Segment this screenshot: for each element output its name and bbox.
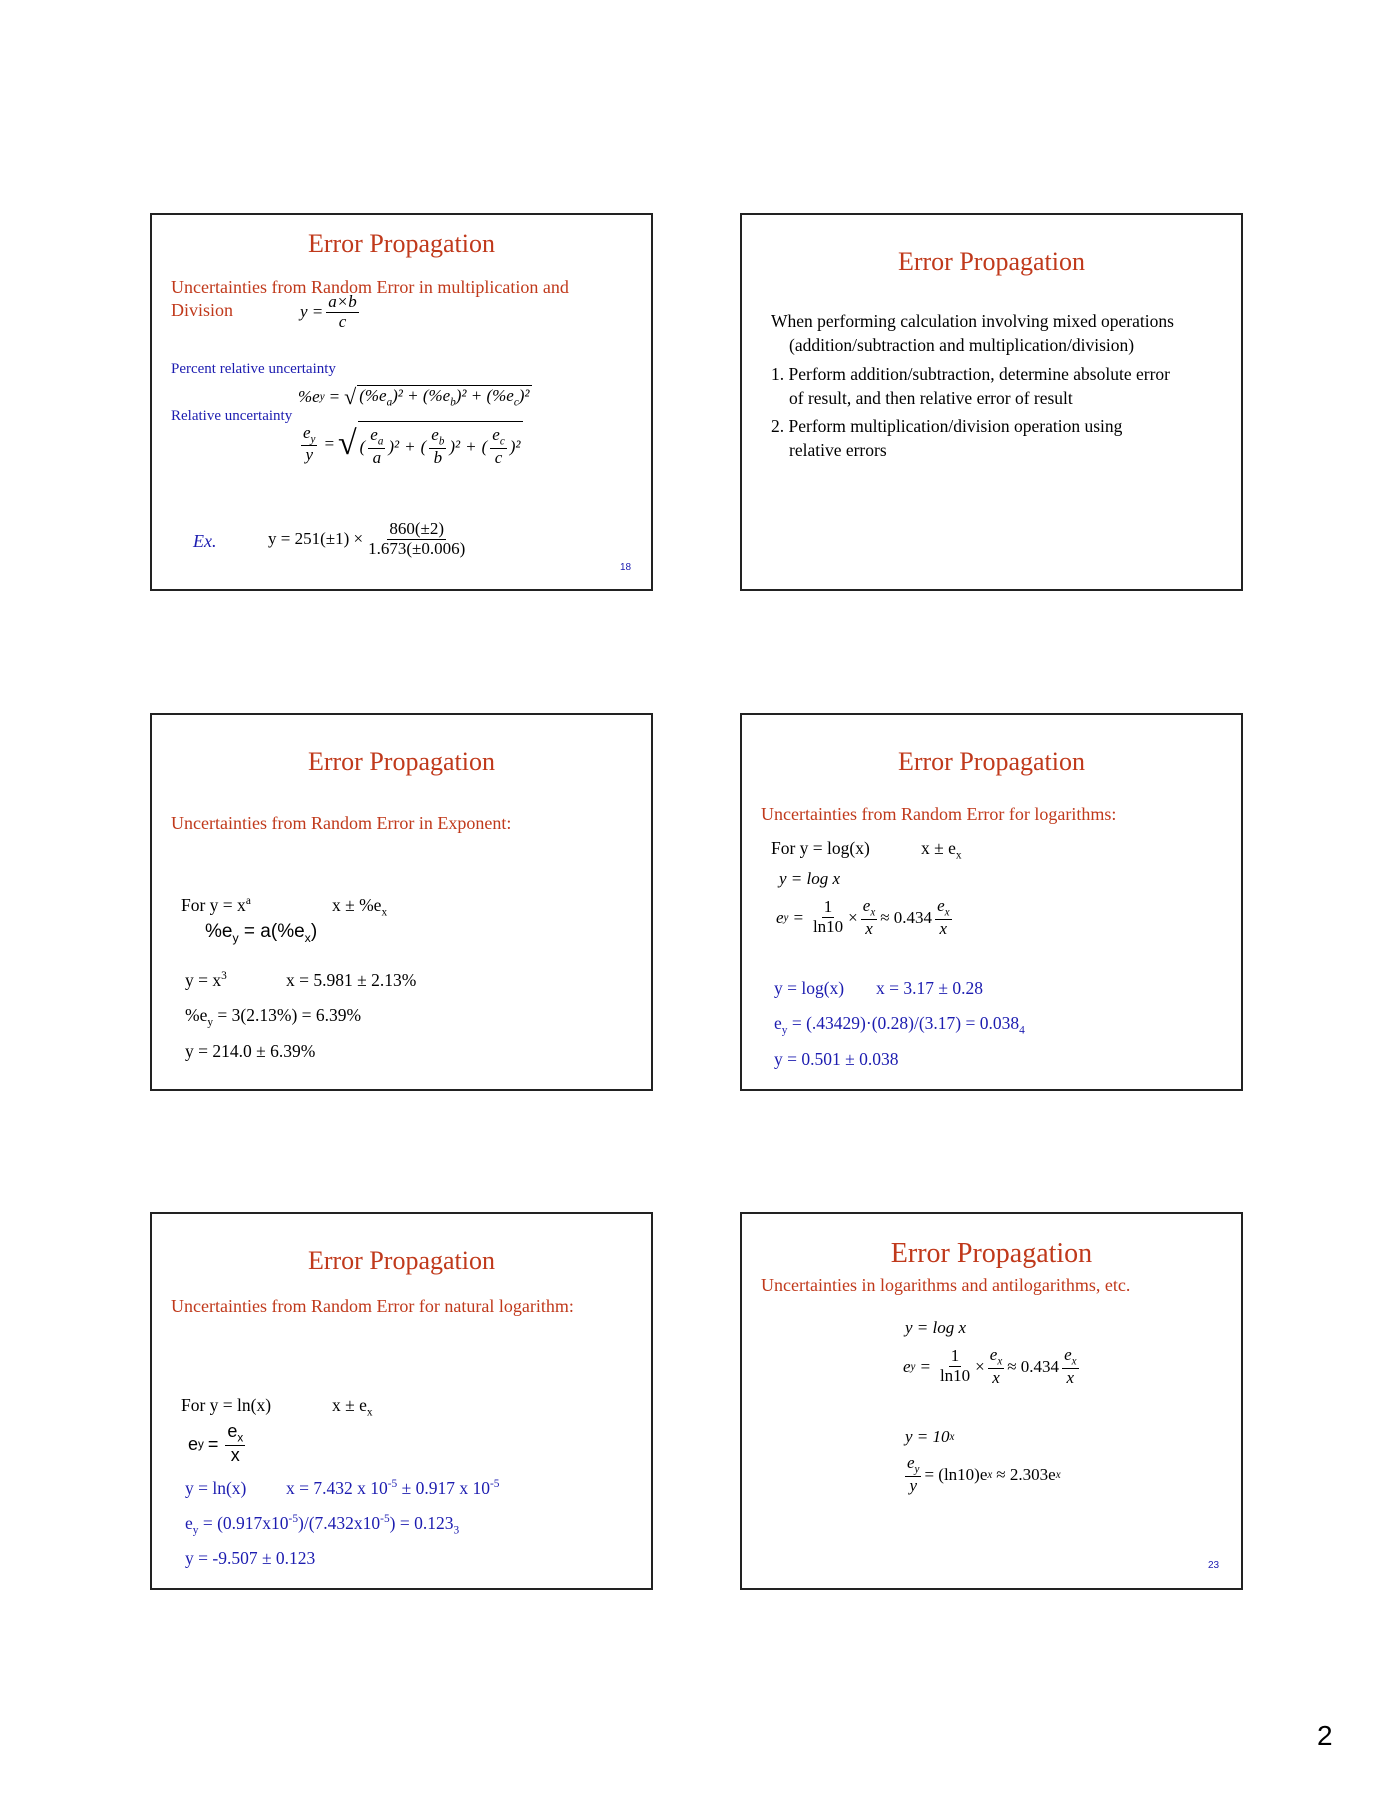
denominator: ln10	[939, 1366, 971, 1386]
denominator: y	[909, 1475, 917, 1495]
fraction	[1062, 1346, 1078, 1387]
paren: (	[481, 436, 488, 456]
text: %e	[205, 921, 233, 942]
example-label: Ex.	[193, 531, 217, 551]
for-line	[181, 895, 251, 916]
sub: x	[1071, 1355, 1077, 1368]
text: = (0.917x10	[198, 1513, 289, 1533]
sub: y	[783, 911, 789, 924]
fraction	[811, 898, 845, 936]
fraction	[938, 1347, 972, 1385]
text: e	[188, 1433, 199, 1454]
relative-uncertainty-equation	[298, 421, 523, 467]
sqrt-icon: √	[337, 425, 357, 463]
example-equation	[268, 520, 470, 558]
text: ≈ 2.303e	[996, 1464, 1056, 1484]
slide-title: Error Propagation	[897, 247, 1085, 276]
equation-error-log	[903, 1346, 1082, 1387]
list-item-1-cont: of result, and then relative error of result	[789, 388, 1073, 408]
numerator: e	[431, 425, 439, 444]
sub: x	[944, 906, 950, 919]
eq-part: (%e	[359, 386, 387, 406]
numerator: e	[862, 896, 871, 915]
slide-mixed-operations	[740, 213, 1243, 591]
numerator: 860(±2)	[389, 519, 444, 538]
paren: (	[420, 436, 427, 456]
text: = a(%e	[238, 921, 305, 942]
equation-error-antilog	[902, 1454, 1061, 1495]
denominator: y	[305, 445, 313, 465]
eq-sign: =	[328, 387, 341, 406]
x-uncertainty	[921, 838, 962, 862]
eq-lhs: y =	[300, 302, 324, 322]
slide-subtitle: Uncertainties from Random Error for natural logarithm:	[171, 1296, 574, 1316]
slide-title: Error Propagation	[307, 747, 495, 776]
denominator: x	[939, 918, 948, 938]
example-x: x = 5.981 ± 2.13%	[286, 970, 417, 990]
example-y: y = ln(x)	[185, 1478, 247, 1498]
times: ×	[848, 907, 858, 927]
example-error	[185, 1513, 459, 1537]
numerator: 1	[823, 897, 833, 917]
sub: 3	[453, 1524, 460, 1537]
denominator: x	[865, 918, 873, 938]
paren: (	[359, 436, 366, 456]
sub: x	[237, 1431, 244, 1445]
denominator: 1.673(±0.006)	[368, 538, 466, 558]
sub: y	[781, 1024, 788, 1037]
for-line: For y = log(x)	[771, 838, 870, 858]
fraction	[935, 897, 951, 938]
denominator: x	[230, 1445, 240, 1466]
numerator: e	[227, 1421, 238, 1441]
approx: ≈ 0.434	[1007, 1356, 1060, 1376]
eq-sign: =	[207, 1433, 219, 1454]
text: e	[185, 1513, 193, 1533]
sub: x	[870, 906, 876, 919]
equation-y-ab-over-c	[300, 293, 362, 331]
slide-number: 23	[1208, 1560, 1220, 1571]
text: = (.43429)·(0.28)/(3.17) = 0.038	[787, 1013, 1020, 1033]
text: = 3(2.13%) = 6.39%	[213, 1005, 362, 1025]
paren: )²	[509, 436, 521, 456]
list-item-1: 1. Perform addition/subtraction, determine absolute error	[771, 364, 1170, 384]
eq-sub: c	[499, 435, 505, 448]
example-result: y = -9.507 ± 0.123	[185, 1548, 316, 1568]
fraction	[301, 424, 317, 465]
text: y = 10	[905, 1427, 950, 1446]
example-error	[774, 1013, 1025, 1037]
slide-title: Error Propagation	[307, 1246, 495, 1275]
slide-subtitle: Uncertainties in logarithms and antilogarithms, etc.	[761, 1275, 1131, 1295]
text: = (ln10)e	[924, 1464, 988, 1484]
sup: 3	[221, 970, 227, 983]
slide-title: Error Propagation	[897, 747, 1085, 776]
radicand	[358, 421, 523, 467]
equation-antilog	[905, 1427, 954, 1447]
sub: x	[1055, 1468, 1061, 1481]
sup: -5	[380, 1513, 390, 1526]
percent-uncertainty-equation	[298, 384, 532, 410]
plus: +	[465, 436, 477, 456]
paren: )²	[388, 436, 400, 456]
eq-part: %e	[298, 387, 320, 406]
text: ) = 0.123	[389, 1513, 454, 1533]
example-result: y = 0.501 ± 0.038	[774, 1049, 899, 1069]
slide-subtitle: Uncertainties from Random Error for logarithms:	[761, 804, 1117, 824]
eq-part: )² + (%e	[392, 386, 451, 406]
numerator: e	[303, 422, 311, 442]
text: ± 0.917 x 10	[397, 1478, 490, 1498]
text: x = 7.432 x 10	[286, 1478, 388, 1498]
for-line: For y = ln(x)	[181, 1395, 272, 1415]
sub: y	[207, 1016, 214, 1029]
sub: 4	[1019, 1024, 1025, 1037]
text: e	[903, 1356, 911, 1376]
numerator: e	[1064, 1345, 1072, 1364]
eq-sign: =	[323, 434, 335, 454]
sup: a	[245, 895, 251, 908]
fraction	[861, 897, 877, 938]
sub: y	[198, 1437, 204, 1451]
numerator: a×b	[328, 292, 357, 311]
fraction	[326, 293, 358, 331]
ln-error-rule	[188, 1422, 248, 1466]
denominator: b	[433, 447, 443, 467]
slide-number: 18	[620, 562, 632, 573]
x-uncertainty	[332, 895, 387, 919]
eq-sub: a	[386, 396, 393, 409]
fraction	[366, 520, 467, 558]
eq-sub: y	[310, 432, 316, 445]
sub: x	[366, 1406, 373, 1419]
plus: +	[404, 436, 416, 456]
example-x	[286, 1478, 499, 1499]
radicand	[357, 385, 531, 408]
slide-title: Error Propagation	[307, 229, 495, 258]
numerator: e	[492, 425, 500, 444]
body-line: When performing calculation involving mixed operations	[771, 311, 1174, 331]
body-line: (addition/subtraction and multiplication/division)	[789, 335, 1135, 355]
text: )	[310, 921, 318, 942]
denominator: x	[1066, 1367, 1075, 1387]
eq-sub: b	[438, 435, 445, 448]
page-number: 2	[1317, 1720, 1333, 1751]
slide-logarithms	[740, 713, 1243, 1091]
sub: x	[997, 1355, 1003, 1368]
relative-uncertainty-label: Relative uncertainty	[171, 408, 293, 424]
fraction	[905, 1454, 921, 1495]
denominator: c	[494, 447, 503, 467]
slide-subtitle-cont: Division	[171, 300, 234, 320]
eq-part: )² + (%e	[455, 386, 514, 406]
sub: y	[192, 1524, 199, 1537]
sup: -5	[489, 1478, 500, 1491]
slide-18-multiplication-division	[150, 213, 653, 591]
slide-exponent	[150, 713, 653, 1091]
text: %e	[185, 1005, 208, 1025]
denominator: a	[372, 447, 382, 467]
sup: -5	[288, 1513, 299, 1526]
fraction	[225, 1422, 245, 1466]
eq-sub: c	[513, 396, 519, 409]
sup: x	[949, 1431, 955, 1443]
sub: y	[232, 930, 239, 945]
list-item-2: 2. Perform multiplication/division operation using	[771, 416, 1123, 436]
example-x: x = 3.17 ± 0.28	[876, 978, 983, 998]
sqrt-icon: √	[344, 384, 357, 409]
exponent-rule	[205, 921, 317, 945]
times: ×	[975, 1356, 985, 1376]
slide-23-log-antilog	[740, 1212, 1243, 1590]
numerator: e	[989, 1345, 998, 1364]
equation-log: y = log x	[779, 869, 841, 888]
denominator: ln10	[812, 917, 844, 937]
approx: ≈ 0.434	[880, 907, 933, 927]
sub: y	[914, 1463, 920, 1476]
eq-lhs: y = 251(±1) ×	[268, 529, 364, 549]
sub: x	[304, 930, 311, 945]
numerator: 1	[950, 1346, 960, 1366]
text: e	[776, 907, 784, 927]
example-y: y = log(x)	[774, 978, 845, 998]
numerator: e	[907, 1453, 915, 1472]
example-error	[185, 1005, 361, 1029]
list-item-2-cont: relative errors	[789, 440, 887, 460]
text: x ± e	[921, 838, 956, 858]
text: y = x	[185, 970, 222, 990]
slide-title: Error Propagation	[890, 1238, 1093, 1269]
eq-sub: b	[450, 396, 456, 409]
example-y	[185, 970, 227, 991]
text: )/(7.432x10	[298, 1513, 381, 1533]
sup: -5	[387, 1478, 398, 1491]
fraction	[988, 1346, 1004, 1387]
denominator: x	[992, 1367, 1000, 1387]
sub: x	[987, 1468, 993, 1481]
x-uncertainty	[332, 1395, 373, 1419]
numerator: e	[370, 425, 378, 444]
equation-log: y = log x	[905, 1318, 967, 1337]
denominator: c	[338, 311, 347, 331]
text: x ± e	[332, 1395, 367, 1415]
sub: x	[381, 906, 388, 919]
slide-natural-logarithm	[150, 1212, 653, 1590]
example-result: y = 214.0 ± 6.39%	[185, 1041, 316, 1061]
eq-sign: =	[919, 1356, 931, 1376]
eq-sub: y	[319, 391, 325, 403]
text: x ± %e	[332, 895, 382, 915]
sub: x	[955, 849, 962, 862]
text: e	[774, 1013, 782, 1033]
eq-part: )²	[518, 386, 530, 406]
eq-sign: =	[792, 907, 804, 927]
percent-relative-label: Percent relative uncertainty	[171, 361, 336, 377]
slide-subtitle: Uncertainties from Random Error in multiplication and	[171, 277, 569, 297]
paren: )²	[449, 436, 461, 456]
eq-sub: a	[377, 435, 384, 448]
sub: y	[910, 1360, 916, 1373]
equation-error-log	[776, 897, 955, 938]
numerator: e	[937, 896, 945, 915]
text: For y = x	[181, 895, 246, 915]
slide-subtitle: Uncertainties from Random Error in Exponent:	[171, 813, 512, 833]
